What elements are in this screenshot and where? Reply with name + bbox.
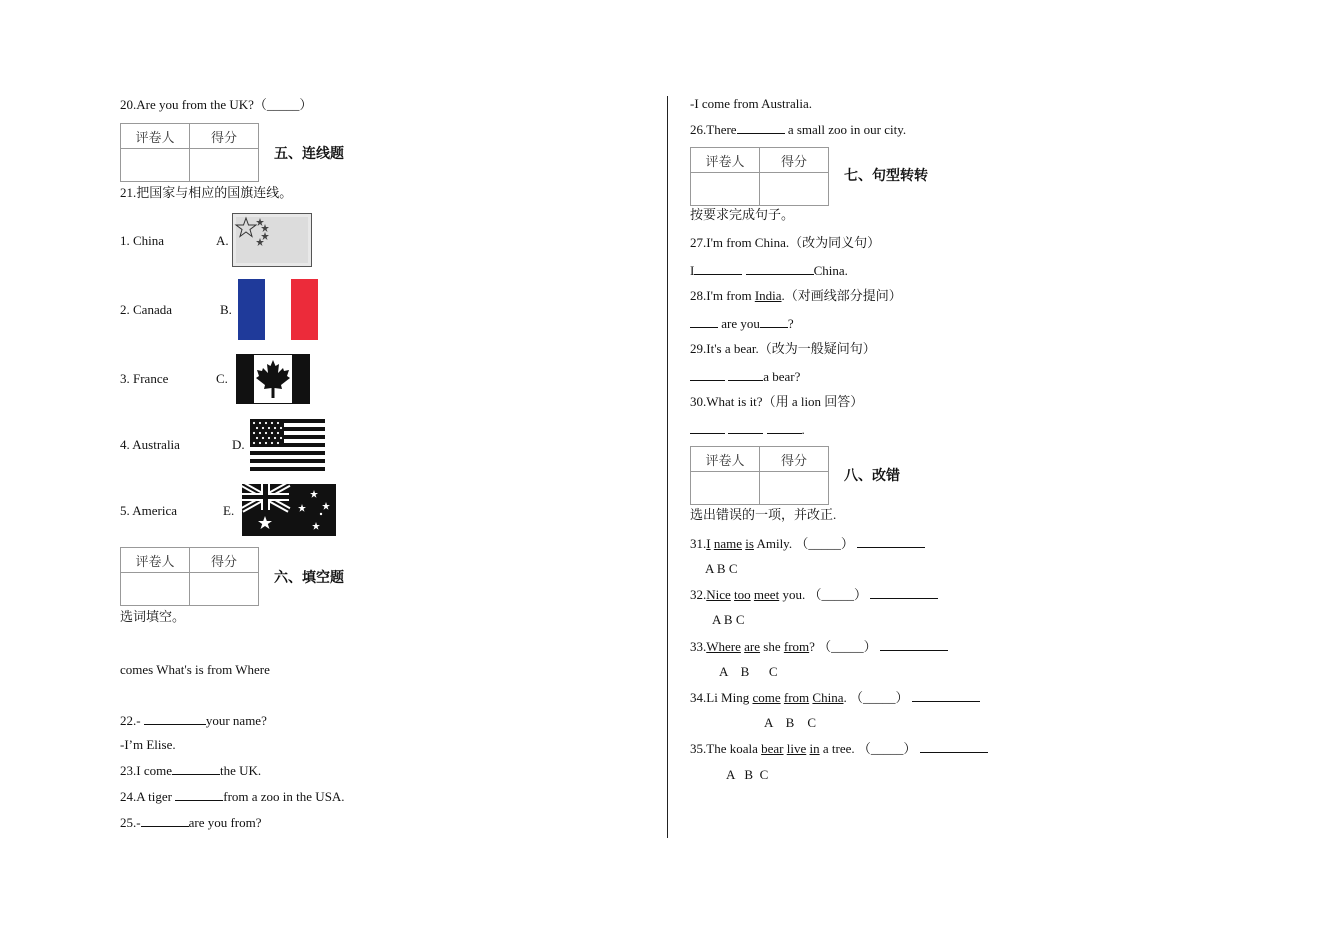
choices-35: A B C (726, 767, 769, 782)
choices-34: A B C (764, 715, 817, 730)
score-label: 得分 (190, 124, 259, 149)
section-8-title: 八、改错 (844, 468, 900, 484)
question-26: 26.There a small zoo in our city. (690, 122, 907, 137)
answer-blank[interactable] (144, 712, 206, 725)
score-table-7 (690, 147, 829, 206)
section-7-instruction: 按要求完成句子。 (690, 207, 795, 222)
answer-blank[interactable] (172, 762, 220, 775)
question-24: 24.A tiger from a zoo in the USA. (120, 789, 345, 804)
question-32: 32.Nice too meet you. （_____） (690, 586, 938, 603)
reviewer-cell (121, 149, 190, 182)
france-flag-icon (238, 279, 318, 340)
answer-blank[interactable] (760, 315, 788, 328)
letter-b: B. (220, 302, 232, 317)
answer-blank[interactable] (870, 586, 938, 599)
score-table-5 (120, 123, 259, 182)
letter-e: E. (223, 503, 235, 518)
question-25-reply: -I come from Australia. (690, 96, 813, 111)
country-france: 3. France (120, 371, 169, 386)
score-label: 得分 (760, 148, 829, 173)
question-30: 30.What is it?（用 a lion 回答） (690, 394, 864, 409)
choices-32: A B C (712, 612, 745, 627)
country-china: 1. China (120, 233, 165, 248)
usa-flag-icon (250, 419, 325, 471)
letter-c: C. (216, 371, 228, 386)
answer-28: are you ? (690, 315, 794, 332)
answer-blank[interactable] (912, 689, 980, 702)
instruction-fill: 选词填空。 (120, 609, 186, 624)
reviewer-cell (121, 573, 190, 606)
answer-blank[interactable] (746, 262, 814, 275)
question-31: 31.I name is Amily. （_____） (690, 535, 925, 552)
china-flag-icon (232, 213, 312, 267)
answer-blank[interactable] (694, 262, 742, 275)
answer-blank[interactable] (767, 421, 802, 434)
question-27: 27.I'm from China.（改为同义句） (690, 235, 881, 250)
question-20: 20.Are you from the UK?（_____） (120, 97, 313, 112)
question-21: 21.把国家与相应的国旗连线。 (120, 185, 293, 200)
choices-33: A B C (719, 664, 778, 679)
answer-blank[interactable] (690, 421, 725, 434)
answer-blank[interactable] (880, 638, 948, 651)
section-6-title: 六、填空题 (274, 570, 344, 586)
question-22: 22.- your name? (120, 713, 267, 728)
question-22-reply: -I’m Elise. (120, 737, 176, 752)
question-28: 28.I'm from India.（对画线部分提问） (690, 288, 902, 303)
letter-a: A. (216, 233, 229, 248)
question-23: 23.I come the UK. (120, 763, 262, 778)
reviewer-label: 评卷人 (121, 124, 190, 149)
reviewer-label: 评卷人 (691, 447, 760, 472)
country-australia: 4. Australia (120, 437, 180, 452)
score-label: 得分 (760, 447, 829, 472)
answer-blank[interactable] (690, 315, 718, 328)
answer-blank[interactable] (175, 788, 223, 801)
score-label: 得分 (190, 548, 259, 573)
section-8-instruction: 选出错误的一项，并改正. (690, 507, 837, 522)
section-7-title: 七、句型转转 (844, 168, 928, 184)
column-divider (667, 96, 668, 838)
score-table-6 (120, 547, 259, 606)
country-canada: 2. Canada (120, 302, 172, 317)
answer-blank[interactable] (141, 814, 189, 827)
answer-blank[interactable] (728, 421, 763, 434)
australia-flag-icon (242, 484, 336, 536)
reviewer-cell (691, 472, 760, 505)
score-cell (190, 573, 259, 606)
answer-29: a bear? (690, 368, 800, 385)
score-cell (760, 173, 829, 206)
letter-d: D. (232, 437, 245, 452)
score-table-8 (690, 446, 829, 505)
question-33: 33.Where are she from? （_____） (690, 638, 948, 655)
answer-blank[interactable] (728, 368, 763, 381)
question-25: 25.- are you from? (120, 815, 262, 830)
question-29: 29.It's a bear.（改为一般疑问句） (690, 341, 876, 356)
reviewer-label: 评卷人 (121, 548, 190, 573)
answer-blank[interactable] (857, 535, 925, 548)
question-34: 34.Li Ming come from China. （_____） (690, 689, 980, 706)
choices-31: A B C (705, 561, 738, 576)
reviewer-label: 评卷人 (691, 148, 760, 173)
reviewer-cell (691, 173, 760, 206)
canada-flag-icon (236, 354, 310, 404)
word-bank: comes What's is from Where (120, 662, 270, 677)
answer-blank[interactable] (737, 121, 785, 134)
question-35: 35.The koala bear live in a tree. （_____） (690, 740, 988, 757)
answer-27: I China. (690, 263, 848, 278)
answer-blank[interactable] (920, 740, 988, 753)
score-cell (190, 149, 259, 182)
country-america: 5. America (120, 503, 178, 518)
section-5-title: 五、连线题 (274, 146, 344, 162)
answer-30: . (690, 421, 805, 438)
score-cell (760, 472, 829, 505)
answer-blank[interactable] (690, 368, 725, 381)
